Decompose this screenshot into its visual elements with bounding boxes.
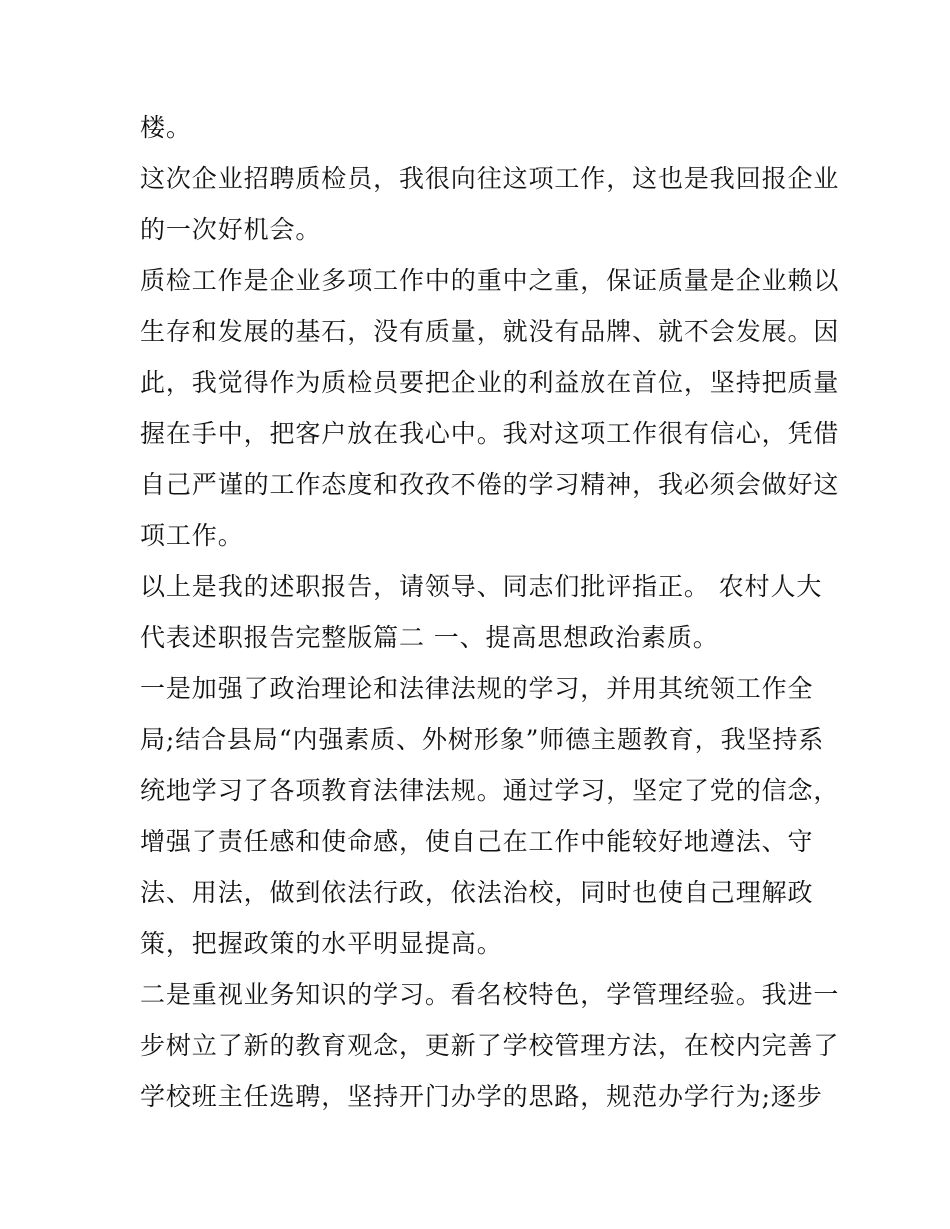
text-line: 步树立了新的教育观念，更新了学校管理方法，在校内完善了 — [140, 1031, 840, 1060]
text-line: 代表述职报告完整版篇二 一、提高思想政治素质。 — [140, 623, 719, 652]
text-line: 生存和发展的基石，没有质量，就没有品牌、就不会发展。因 — [140, 317, 840, 346]
text-line: 局;结合县局“内强素质、外树形象”师德主题教育，我坚持系 — [140, 725, 825, 754]
text-line: 法、用法，做到依法行政，依法治校，同时也使自己理解政 — [140, 878, 814, 907]
text-line: 以上是我的述职报告，请领导、同志们批评指正。 农村人大 — [140, 572, 823, 601]
text-line: 项工作。 — [140, 521, 244, 550]
text-line: 统地学习了各项教育法律法规。通过学习，坚定了党的信念， — [140, 776, 840, 805]
text-line: 质检工作是企业多项工作中的重中之重，保证质量是企业赖以 — [140, 266, 840, 295]
text-line: 这次企业招聘质检员，我很向往这项工作，这也是我回报企业 — [140, 164, 840, 193]
text-line: 二是重视业务知识的学习。看名校特色，学管理经验。我进一 — [140, 980, 840, 1009]
body-text — [140, 108, 840, 1128]
text-line: 握在手中，把客户放在我心中。我对这项工作很有信心，凭借 — [140, 419, 840, 448]
text-line: 学校班主任选聘，坚持开门办学的思路，规范办学行为;逐步 — [140, 1082, 823, 1111]
text-line: 策，把握政策的水平明显提高。 — [140, 929, 503, 958]
text-line: 自己严谨的工作态度和孜孜不倦的学习精神，我必须会做好这 — [140, 470, 840, 499]
text-line: 一是加强了政治理论和法律法规的学习，并用其统领工作全 — [140, 674, 814, 703]
text-line: 此，我觉得作为质检员要把企业的利益放在首位，坚持把质量 — [140, 368, 840, 397]
text-line: 增强了责任感和使命感，使自己在工作中能较好地遵法、守 — [140, 827, 814, 856]
text-line: 的一次好机会。 — [140, 215, 322, 244]
text-line: 楼。 — [140, 113, 192, 142]
